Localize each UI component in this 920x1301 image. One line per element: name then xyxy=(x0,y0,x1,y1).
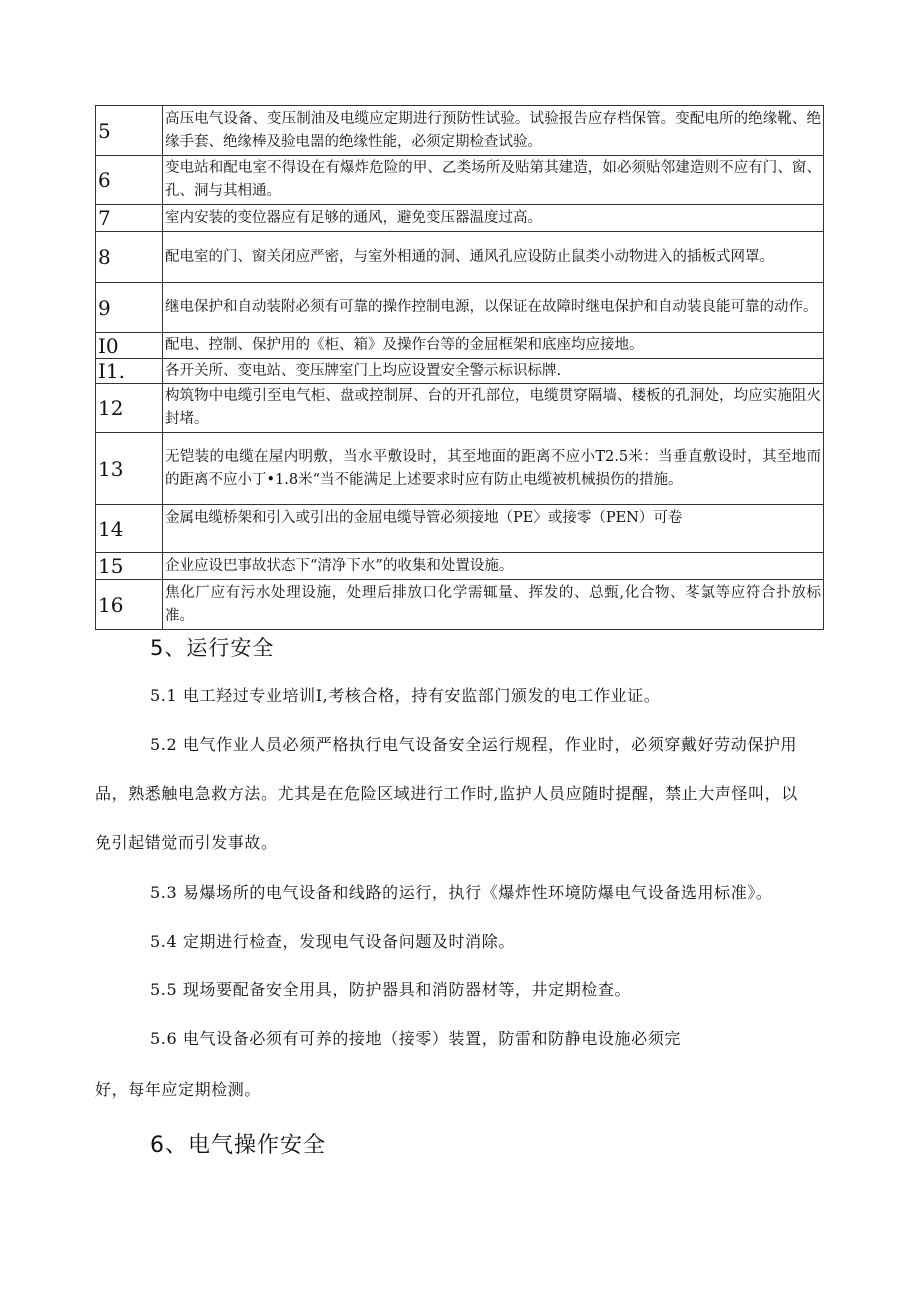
clause-5-2-line-2: 品，熟悉触电急救方法。尤其是在危险区域进行工作时,监护人员应随时提醒，禁止大声怪叫，以 xyxy=(95,784,798,803)
row-text: 构筑物中电缆引至电气柜、盘或控制屏、台的开孔部位，电缆贯穿隔墙、楼板的孔洞处，均应实施阻火封堵。 xyxy=(163,384,824,433)
row-number: 16 xyxy=(96,580,163,630)
row-text: 高压电气设备、变压制油及电缆应定期进行预防性试验。试验报告应存档保管。变配电所的绝缘靴、绝缘手套、绝缘棒及验电噐的绝缘性能，必须定期检查试验。 xyxy=(163,106,824,156)
row-text: 各开关所、变电站、变压牌室门上均应设置安全警示标识标牌. xyxy=(163,359,824,384)
row-text: 企业应设巴事故状态下“清净下水”的收集和处置设施。 xyxy=(163,553,824,580)
row-number: 15 xyxy=(96,553,163,580)
table-row xyxy=(96,232,824,283)
table-row xyxy=(96,553,824,580)
table-row xyxy=(96,505,824,553)
row-text: 配电室的门、窗关闭应严密，与室外相通的洞、通风孔应设防止鼠类小动物进入的插板式网罩。 xyxy=(163,232,824,283)
row-number: 13 xyxy=(96,433,163,505)
row-number: 8 xyxy=(96,232,163,283)
row-number: 12 xyxy=(96,384,163,433)
row-text: 变电站和配电室不得设在有爆炸危险的甲、乙类场所及贴第其建造，如必须贴邻建造则不应有门、窗、孔、洞与其相通。 xyxy=(163,156,824,205)
clause-5-1: 5.1 电工羟过专业培训I,考核合格，持有安监部门颁发的电工作业证。 xyxy=(150,686,661,705)
row-number: 14 xyxy=(96,505,163,553)
section-6-heading: 6、电气操作安全 xyxy=(150,1133,326,1158)
clause-5-4: 5.4 定期进行检查，发现电气设备问题及时消除。 xyxy=(150,932,515,951)
clause-5-2-line-1: 5.2 电气作业人员必须严格执行电气设备安全运行规程，作业时，必须穿戴好劳动保护用 xyxy=(150,735,798,754)
clause-5-6-line-1: 5.6 电气设备必须有可养的接地（接零）装置，防雷和防静电设施必须完 xyxy=(150,1029,681,1048)
table-row xyxy=(96,384,824,433)
row-text: 金属电缆桥架和引入或引出的金屈电缆导管必须接地（PE〉或接零（PEN）可卷 xyxy=(163,505,824,553)
clause-5-5: 5.5 现场要配备安全用具，防护器具和消防器材等，井定期检查。 xyxy=(150,980,632,999)
row-text: 继电保护和自动装附必须有可靠的操作控制电源，以保证在故障时继电保护和自动装良能可靠的动作。 xyxy=(163,283,824,333)
table-row xyxy=(96,333,824,359)
row-number: 9 xyxy=(96,283,163,333)
row-text: 焦化厂应有污水处理设施，处理后排放口化学需辄量、挥发的、总甄,化合物、苳氯等应符合扑放标准。 xyxy=(163,580,824,630)
row-text: 配电、控制、保护用的《柜、箱》及操作台等的金屈框架和底座均应接地。 xyxy=(163,333,824,359)
row-text: 无铠装的电缆在屋内明敷，当水平敷设时，其至地面的距离不应小T2.5米：当垂直敷设时，其至地而的距离不应小丁•1.8米“当不能满足上述要求时应有防止电缆被机械损伤的措施。 xyxy=(163,433,824,505)
table-row xyxy=(96,205,824,232)
requirements-table xyxy=(95,105,824,630)
row-number: 6 xyxy=(96,156,163,205)
clause-5-6-line-2: 好，每年应定期检测。 xyxy=(95,1080,262,1099)
row-number: 5 xyxy=(96,106,163,156)
row-number: 7 xyxy=(96,205,163,232)
clause-5-2-line-3: 免引起错觉而引发事故。 xyxy=(95,833,278,852)
table-row xyxy=(96,433,824,505)
table-row xyxy=(96,359,824,384)
clause-5-3: 5.3 易爆场所的电气设备和线路的运行，执行《爆炸性环境防爆电气设备选用标准》。 xyxy=(150,883,773,902)
section-5-heading: 5、运行安全 xyxy=(150,636,275,660)
table-row xyxy=(96,156,824,205)
table-row xyxy=(96,283,824,333)
row-number: I0 xyxy=(96,333,163,359)
row-number: I1. xyxy=(96,359,163,384)
row-text: 室内安装的变位器应有足够的通风，避免变压器温度过高。 xyxy=(163,205,824,232)
table-row xyxy=(96,106,824,156)
table-row xyxy=(96,580,824,630)
